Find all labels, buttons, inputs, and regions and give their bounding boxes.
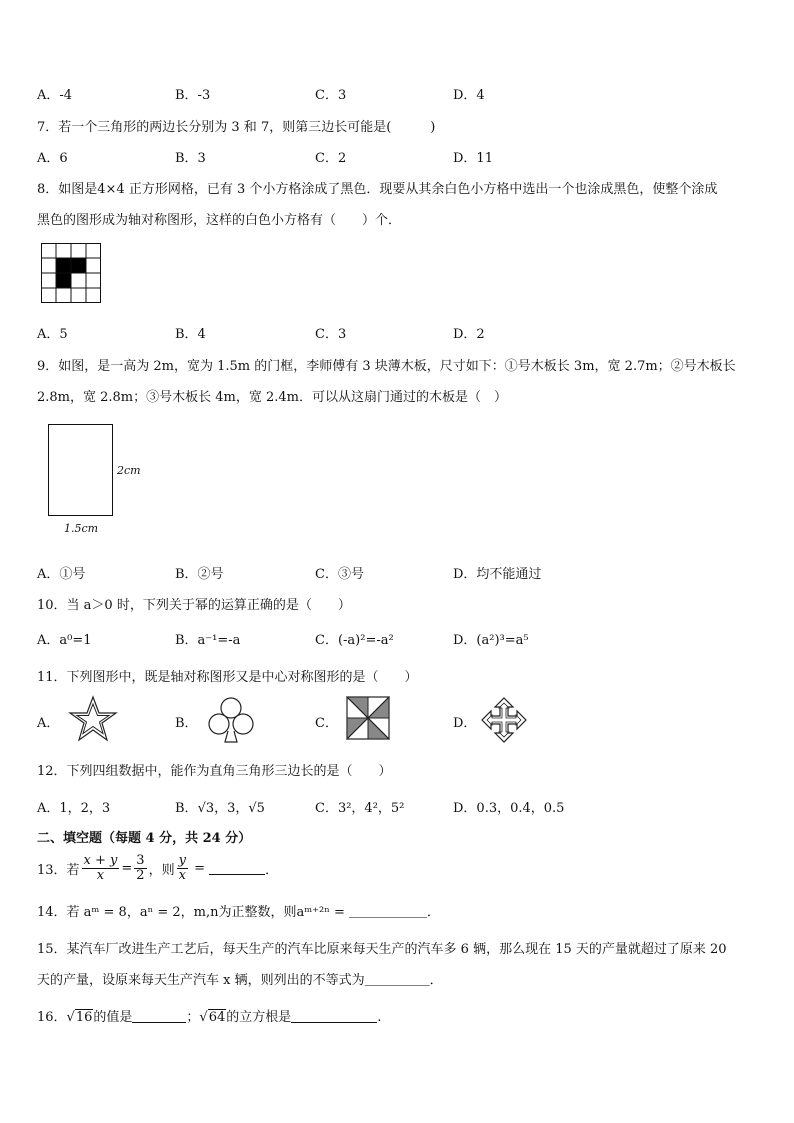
q13-frac3-numerator: y (178, 852, 186, 868)
q12-option-b (175, 797, 265, 816)
q13-frac2-numerator: 3 (136, 852, 145, 868)
q8-option-a: A．5 (37, 327, 68, 342)
q9-option-d: D．均不能通过 (453, 567, 542, 582)
q14-question: 14．若 aᵐ = 8，aⁿ = 2，m,n为正整数，则aᵐ⁺²ⁿ = ＿＿＿＿＿＿． (37, 905, 441, 920)
q13-fraction-1 (82, 854, 120, 883)
q8-option-b: B．4 (175, 327, 206, 342)
star-icon (68, 695, 118, 743)
q16-mid1: 的值是 (93, 1010, 133, 1025)
section-title: 二、填空题（每题 4 分，共 24 分） (37, 831, 252, 846)
q7-question: 7．若一个三角形的两边长分别为 3 和 7，则第三边长可能是( ) (37, 120, 436, 135)
four-arrows-icon (480, 696, 528, 744)
q8-grid-figure (41, 243, 101, 303)
q13-question: 13．若 $\frac{x + y}{x}$ = $\frac{3}{2}$ ，则 $\frac{y}{x}$ = ． (37, 852, 279, 883)
q8-option-d: D．2 (453, 327, 485, 342)
q16-mid2: 的立方根是 (226, 1010, 292, 1025)
q10-option-a: A．a⁰=1 (37, 633, 92, 648)
q9-question-line1: 9．如图，是一高为 2m，宽为 1.5m 的门框，李师傅有 3 块薄木板，尺寸如下：①号木板长 3m，宽 2.7m；②号木板长 (37, 359, 736, 374)
q11-option-c: C． (315, 716, 338, 731)
q7-option-b: B．3 (175, 151, 206, 166)
q16-prefix: 16． (37, 1010, 67, 1025)
q11-option-d: D． (453, 716, 477, 731)
q11-question: 11．下列图形中，既是轴对称图形又是中心对称图形的是（ ） (37, 670, 418, 685)
q12-option-a: A．1，2，3 (37, 801, 111, 816)
q13-frac2-denominator: 2 (136, 867, 145, 883)
q10-option-b: B．a⁻¹=-a (175, 633, 241, 648)
club-icon (207, 695, 255, 745)
q16-radicand-1: 16 (75, 1010, 93, 1025)
q16-end: . (377, 1010, 382, 1025)
q7-option-c: C．2 (315, 151, 347, 166)
q16-answer-blank-1[interactable] (132, 1010, 186, 1023)
q9-door-frame (48, 424, 113, 516)
q6-option-c: C．3 (315, 88, 347, 103)
q10-question: 10．当 a＞0 时，下列关于幂的运算正确的是（ ） (37, 598, 351, 613)
q13-end: ． (265, 862, 279, 878)
q16-answer-blank-2[interactable] (291, 1010, 377, 1023)
q6-option-b: B．-3 (175, 88, 211, 103)
q11-option-a: A． (37, 716, 60, 731)
q13-answer-blank[interactable] (209, 862, 265, 875)
pinwheel-icon (346, 696, 390, 740)
q12-question: 12．下列四组数据中，能作为直角三角形三边长的是（ ） (37, 764, 392, 779)
q9-option-a: A．①号 (37, 567, 86, 582)
q9-width-label: 1.5cm (64, 522, 99, 535)
q12-option-c: C．3²，4²，5² (315, 801, 405, 816)
q15-question-line2: 天的产量，设原来每天生产汽车 x 辆，则列出的不等式为＿＿＿＿＿． (37, 973, 443, 988)
q6-option-d: D．4 (453, 88, 485, 103)
q9-option-c: C．③号 (315, 567, 364, 582)
q16-radicand-2: 64 (208, 1010, 226, 1025)
q13-frac1-numerator: x + y (83, 852, 118, 868)
q8-question-line2: 黑色的图形成为轴对称图形，这样的白色小方格有（ ）个． (37, 213, 402, 228)
q7-option-a: A．6 (37, 151, 68, 166)
q9-option-b: B．②号 (175, 567, 224, 582)
q8-option-c: C．3 (315, 327, 347, 342)
q8-question-line1: 8．如图是4×4 正方形网格，已有 3 个小方格涂成了黑色．现要从其余白色小方格中选出一个也涂成黑色，使整个涂成 (37, 182, 718, 197)
q9-question-line2: 2.8m，宽 2.8m；③号木板长 4m，宽 2.4m．可以从这扇门通过的木板是（ ） (37, 390, 507, 405)
q10-option-c: C．(-a)²=-a² (315, 633, 394, 648)
q7-option-d: D．11 (453, 151, 493, 166)
q16-sep: ； (186, 1010, 200, 1025)
q9-height-label: 2cm (117, 464, 141, 477)
q16-question (37, 1006, 381, 1025)
q13-equals: = (121, 860, 133, 876)
q12-option-b-values: √3，3，√5 (197, 801, 265, 816)
q13-fraction-2 (134, 854, 146, 883)
q13-prefix: 13．若 (37, 862, 80, 878)
q6-option-a: A．-4 (37, 88, 73, 103)
q15-question-line1: 15．某汽车厂改进生产工艺后，每天生产的汽车比原来每天生产的汽车多 6 辆，那么现在 15 天的产量就超过了原来 20 (37, 942, 727, 957)
q13-fraction-3 (177, 854, 188, 883)
q13-mid: ，则 (148, 862, 175, 878)
sqrt-16: √16 (66, 1010, 93, 1025)
q13-frac1-denominator: x (96, 867, 105, 883)
q13-frac3-denominator: x (178, 867, 186, 883)
q12-option-d: D．0.3，0.4，0.5 (453, 801, 565, 816)
q11-option-b: B． (175, 716, 198, 731)
sqrt-64: √64 (199, 1010, 226, 1025)
q10-option-d: D．(a²)³=a⁵ (453, 633, 529, 648)
q12-option-b-prefix: B． (175, 801, 198, 816)
